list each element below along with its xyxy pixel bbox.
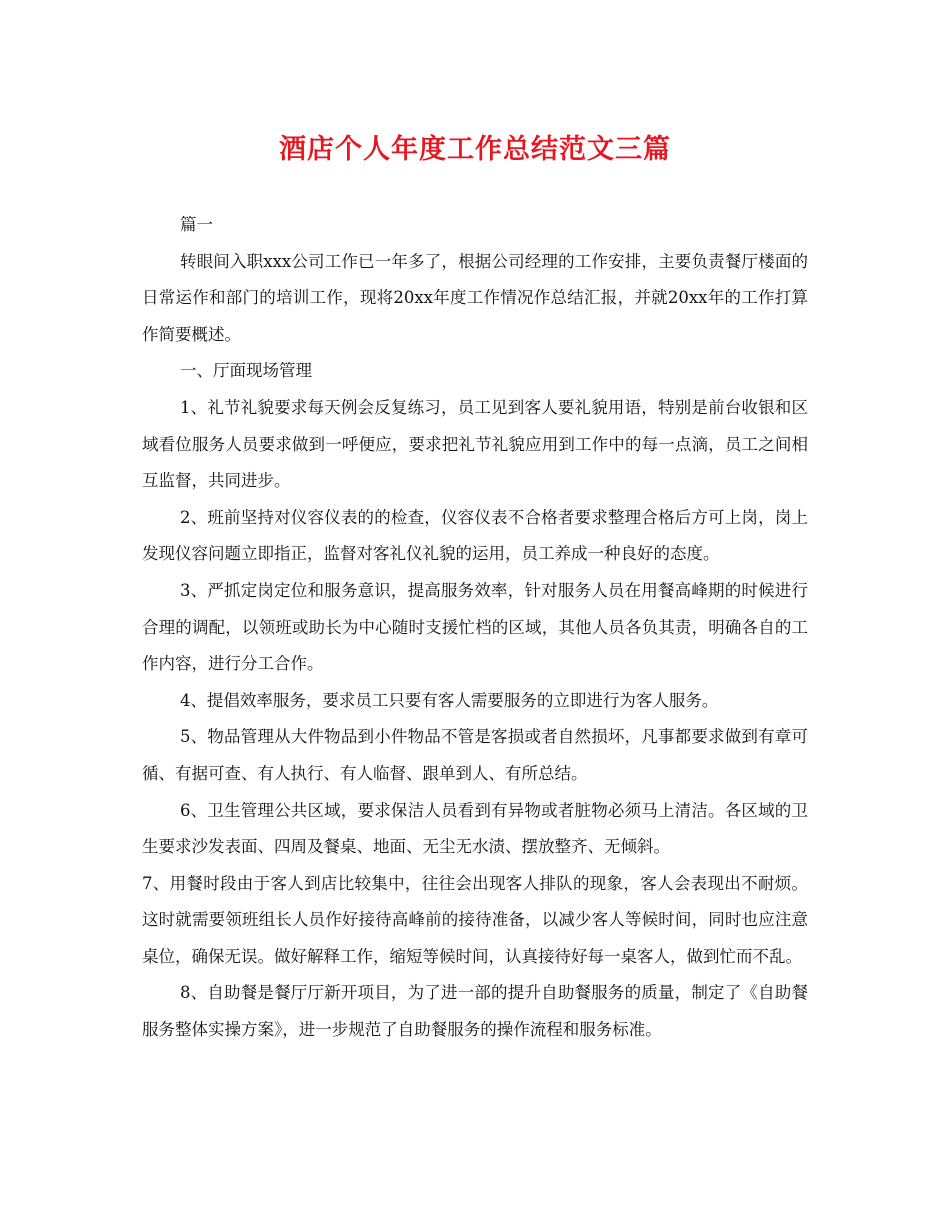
item-paragraph-7: 7、用餐时段由于客人到店比较集中，往往会出现客人排队的现象，客人会表现出不耐烦。这时就需要领班组长人员作好接待高峰前的接待准备，以减少客人等候时间，同时也应注意桌位，确保无误。做好解释工作，缩短等候时间，认真接待好每一桌客人，做到忙而不乱。 xyxy=(142,873,808,966)
item-paragraph-6: 6、卫生管理公共区域，要求保洁人员看到有异物或者脏物必须马上清洁。各区域的卫生要求沙发表面、四周及餐桌、地面、无尘无水渍、摆放整齐、无倾斜。 xyxy=(142,800,808,857)
intro-paragraph: 转眼间入职xxx公司工作已一年多了，根据公司经理的工作安排，主要负责餐厅楼面的日常运作和部门的培训工作，现将20xx年度工作情况作总结汇报，并就20xx年的工作打算作简要概述。 xyxy=(142,251,808,344)
document-body xyxy=(142,207,808,1049)
item-paragraph-3: 3、严抓定岗定位和服务意识，提高服务效率，针对服务人员在用餐高峰期的时候进行合理的调配，以领班或助长为中心随时支援忙档的区域，其他人员各负其责，明确各自的工作内容，进行分工合作。 xyxy=(142,580,808,674)
item-paragraph-5: 5、物品管理从大件物品到小件物品不管是客损或者自然损坏，凡事都要求做到有章可循、有据可查、有人执行、有人临督、跟单到人、有所总结。 xyxy=(142,727,808,783)
item-paragraph-2: 2、班前坚持对仪容仪表的的检查，仪容仪表不合格者要求整理合格后方可上岗，岗上发现仪容问题立即指正，监督对客礼仪礼貌的运用，员工养成一种良好的态度。 xyxy=(142,507,808,564)
section-heading-part-one: 篇一 xyxy=(179,215,213,234)
document-title: 酒店个人年度工作总结范文三篇 xyxy=(279,134,671,165)
section-heading-floor-management: 一、厅面现场管理 xyxy=(179,361,312,381)
item-paragraph-1: 1、礼节礼貌要求每天例会反复练习，员工见到客人要礼貌用语，特别是前台收银和区域看位服务人员要求做到一呼便应，要求把礼节礼貌应用到工作中的每一点滴，员工之间相互监督，共同进步。 xyxy=(142,397,808,491)
item-paragraph-4: 4、提倡效率服务，要求员工只要有客人需要服务的立即进行为客人服务。 xyxy=(179,690,719,710)
item-paragraph-8: 8、自助餐是餐厅厅新开项目，为了进一部的提升自助餐服务的质量，制定了《自助餐服务整体实操方案》，进一步规范了自助餐服务的操作流程和服务标准。 xyxy=(142,983,808,1040)
